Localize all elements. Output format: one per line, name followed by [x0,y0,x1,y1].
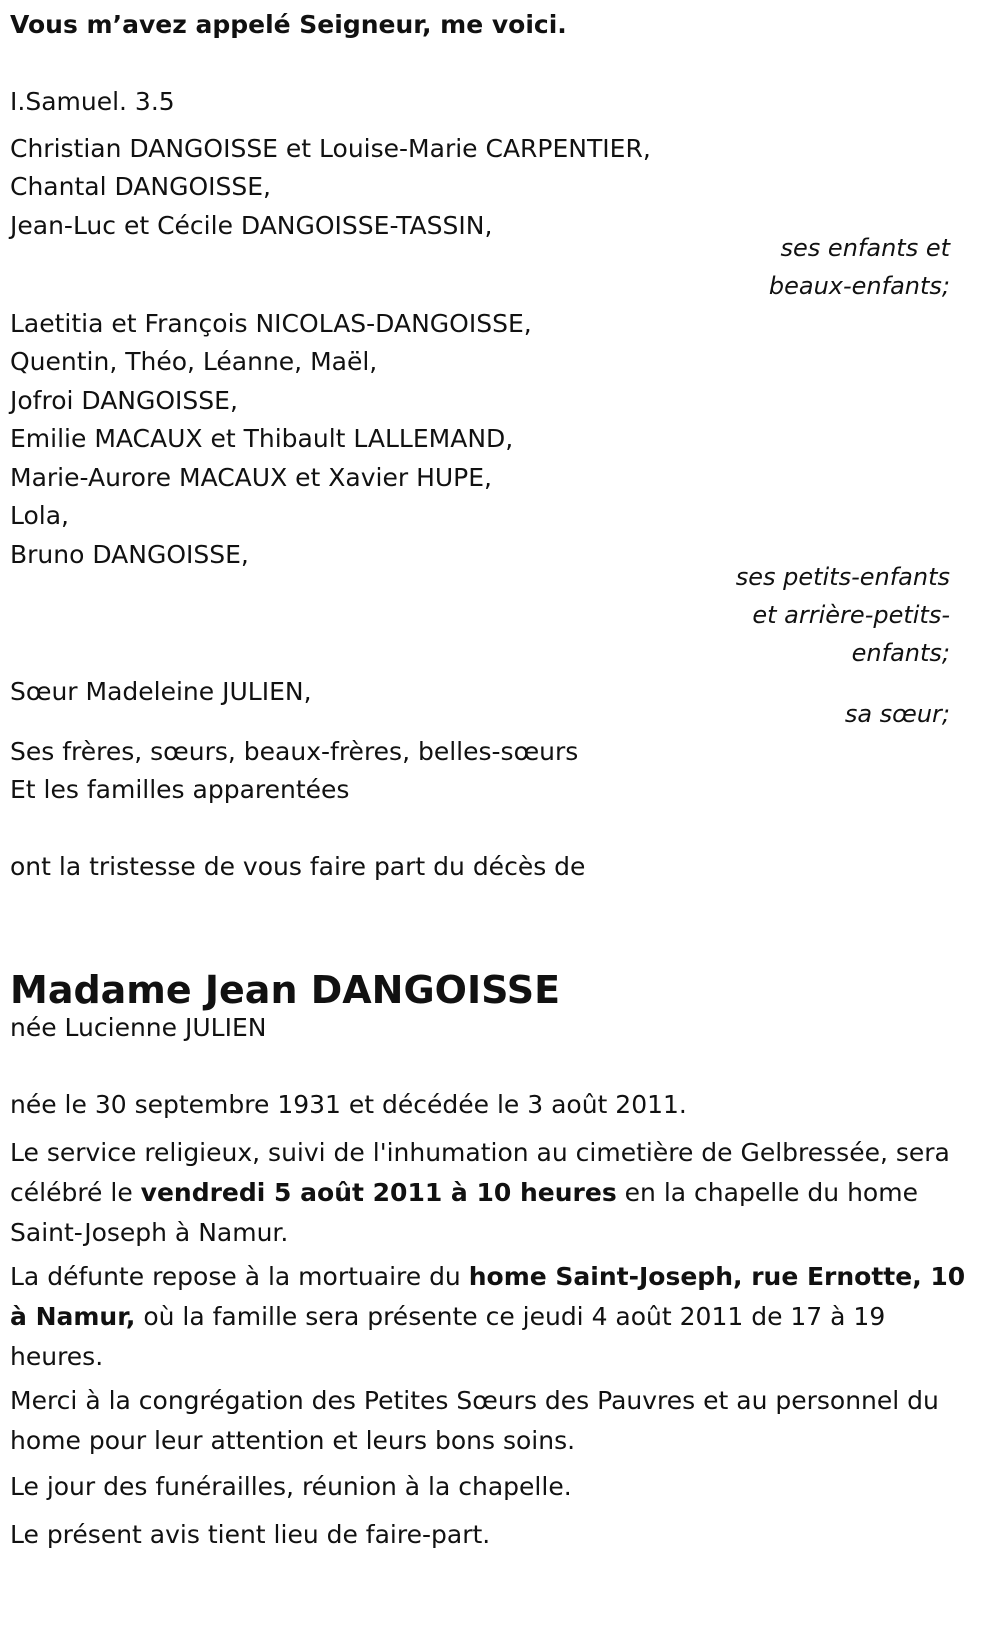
closing-note: Le présent avis tient lieu de faire-part. [10,1520,491,1549]
service-date: vendredi 5 août 2011 à 10 heures [140,1178,617,1207]
sister-line: Sœur Madeleine JULIEN, [10,677,312,706]
service-paragraph [10,1133,970,1253]
rest-text: La défunte repose à la mortuaire du [10,1262,469,1291]
children-relation: beaux-enfants; [768,272,950,300]
rest-place: home Saint-Joseph, rue Ernotte, 10 à Namur, [10,1262,966,1331]
maiden-name: née Lucienne JULIEN [10,1013,267,1042]
sister-relation: sa sœur; [844,700,950,728]
grandchildren-relation: ses petits-enfants [735,563,950,591]
children-line: Christian DANGOISSE et Louise-Marie CARPENTIER, [10,134,651,163]
grandchildren-line: Marie-Aurore MACAUX et Xavier HUPE, [10,463,492,492]
deceased-name: Madame Jean DANGOISSE [10,968,561,1012]
grandchildren-relation: enfants; [851,639,950,667]
family-line: Et les familles apparentées [10,775,350,804]
birth-death-dates: née le 30 septembre 1931 et décédée le 3 août 2011. [10,1090,687,1119]
grandchildren-line: Jofroi DANGOISSE, [10,386,238,415]
bible-verse: Vous m’avez appelé Seigneur, me voici. [10,10,567,39]
service-location: en la chapelle du home Saint-Joseph à Namur. [10,1178,918,1247]
grandchildren-line: Emilie MACAUX et Thibault LALLEMAND, [10,424,514,453]
funeral-gathering: Le jour des funérailles, réunion à la chapelle. [10,1472,572,1501]
bible-reference: I.Samuel. 3.5 [10,87,175,116]
grandchildren-relation: et arrière-petits- [752,601,950,629]
grandchildren-line: Quentin, Théo, Léanne, Maël, [10,347,378,376]
children-line: Chantal DANGOISSE, [10,172,271,201]
children-line: Jean-Luc et Cécile DANGOISSE-TASSIN, [10,211,493,240]
announcement-text: ont la tristesse de vous faire part du décès de [10,852,586,881]
grandchildren-line: Bruno DANGOISSE, [10,540,249,569]
grandchildren-line: Lola, [10,501,69,530]
rest-visiting-hours: où la famille sera présente ce jeudi 4 août 2011 de 17 à 19 heures. [10,1302,886,1371]
family-line: Ses frères, sœurs, beaux-frères, belles-sœurs [10,737,579,766]
children-relation: ses enfants et [780,234,950,262]
thanks-paragraph: Merci à la congrégation des Petites Sœurs des Pauvres et au personnel du home pour leur attention et leurs bons soins. [10,1386,939,1455]
grandchildren-line: Laetitia et François NICOLAS-DANGOISSE, [10,309,532,338]
rest-paragraph [10,1257,970,1377]
service-text: Le service religieux, suivi de l'inhumation au cimetière de Gelbressée, sera célébré le [10,1138,950,1207]
